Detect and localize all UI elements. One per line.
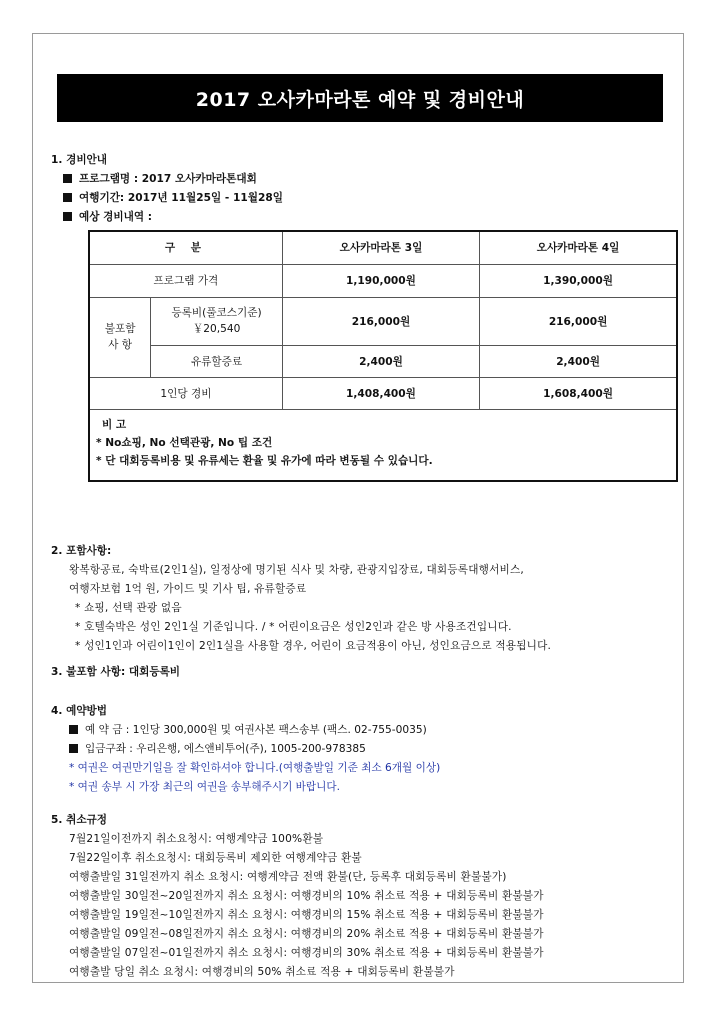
- section-5-line: 여행출발일 09일전~08일전까지 취소 요청시: 여행경비의 20% 취소료 적용 + 대회등록비 환불불가: [69, 928, 544, 940]
- cost-table: [88, 230, 678, 482]
- header-4day: 오사카마라톤 4일: [480, 231, 677, 264]
- excluded-label-text: 불포함 사 항: [104, 323, 136, 351]
- remarks-cell: [89, 409, 677, 481]
- section-2-line: * 쇼핑, 선택 관광 없음: [75, 602, 182, 614]
- section-5-line: 7월21일이전까지 취소요청시: 여행계약금 100%환불: [69, 833, 324, 845]
- section-4-note: * 여권은 여권만기일을 잘 확인하셔야 합니다.(여행출발일 기준 최소 6개월 이상): [69, 762, 441, 774]
- program-price-label: 프로그램 가격: [89, 264, 282, 297]
- header-category: 구 분: [89, 231, 282, 264]
- remarks-line: * No쇼핑, No 선택관광, No 팁 조건: [96, 436, 273, 449]
- registration-yen: ￥20,540: [192, 323, 241, 335]
- section-1-item: 프로그램명 : 2017 오사카마라톤대회: [51, 170, 671, 189]
- fuel-4day: 2,400원: [480, 345, 677, 377]
- square-bullet-icon: [63, 212, 72, 221]
- registration-label: [151, 297, 283, 345]
- fuel-3day: 2,400원: [282, 345, 479, 377]
- section-4-item: 예 약 금 : 1인당 300,000원 및 여권사본 팩스송부 (팩스. 02-755-0035): [51, 721, 671, 740]
- registration-4day: 216,000원: [480, 297, 677, 345]
- section-5-line: 여행출발일 31일전까지 취소 요청시: 여행계약금 전액 환불(단, 등록후 대회등록비 환불불가): [69, 871, 507, 883]
- registration-3day: 216,000원: [282, 297, 479, 345]
- square-bullet-icon: [69, 725, 78, 734]
- section-4-note: * 여권 송부 시 가장 최근의 여권을 송부해주시기 바랍니다.: [69, 781, 340, 793]
- section-5-line: 7월22일이후 취소요청시: 대회등록비 제외한 여행계약금 환불: [69, 852, 362, 864]
- per-person-3day: 1,408,400원: [282, 377, 479, 409]
- table-header-row: [89, 231, 677, 264]
- document-content: [51, 151, 671, 978]
- document-page: [32, 33, 684, 983]
- section-2-line: 여행자보험 1억 원, 가이드 및 기사 팁, 유류할증료: [69, 583, 307, 595]
- header-3day: 오사카마라톤 3일: [282, 231, 479, 264]
- table-row: [89, 264, 677, 297]
- section-3: [51, 663, 671, 682]
- program-price-3day: 1,190,000원: [282, 264, 479, 297]
- section-3-heading: 3. 불포함 사항: 대회등록비: [51, 666, 181, 678]
- square-bullet-icon: [69, 744, 78, 753]
- section-2-line: * 성인1인과 어린이1인이 2인1실을 사용할 경우, 어린이 요금적용이 아닌, 성인요금으로 적용됩니다.: [75, 640, 552, 652]
- section-5-line: 여행출발일 19일전~10일전까지 취소 요청시: 여행경비의 15% 취소료 적용 + 대회등록비 환불불가: [69, 909, 544, 921]
- per-person-label: 1인당 경비: [89, 377, 282, 409]
- excluded-label: [89, 297, 151, 377]
- section-2-line: 왕복항공료, 숙박료(2인1실), 일정상에 명기된 식사 및 차량, 관광지입장료, 대회등록대행서비스,: [69, 564, 524, 576]
- per-person-4day: 1,608,400원: [480, 377, 677, 409]
- registration-label-text: 등록비(풀코스기준): [171, 307, 262, 319]
- table-row: [89, 377, 677, 409]
- remarks-line: * 단 대회등록비용 및 유류세는 환율 및 유가에 따라 변동될 수 있습니다.: [96, 454, 433, 467]
- table-row: [89, 297, 677, 345]
- square-bullet-icon: [63, 193, 72, 202]
- section-5-heading: 5. 취소규정: [51, 814, 108, 826]
- square-bullet-icon: [63, 174, 72, 183]
- section-5-line: 여행출발일 30일전~20일전까지 취소 요청시: 여행경비의 10% 취소료 적용 + 대회등록비 환불불가: [69, 890, 544, 902]
- section-4-item: 입금구좌 : 우리은행, 에스앤비투어(주), 1005-200-978385: [51, 740, 671, 759]
- section-2-heading: 2. 포함사항:: [51, 545, 112, 557]
- fuel-label: 유류할증료: [151, 345, 283, 377]
- program-price-4day: 1,390,000원: [480, 264, 677, 297]
- table-row: [89, 345, 677, 377]
- section-5-line: 여행출발일 07일전~01일전까지 취소 요청시: 여행경비의 30% 취소료 적용 + 대회등록비 환불불가: [69, 947, 544, 959]
- section-1-item: 여행기간: 2017년 11월25일 - 11월28일: [51, 189, 671, 208]
- section-4-heading: 4. 예약방법: [51, 705, 108, 717]
- section-1-item: 예상 경비내역 :: [51, 208, 671, 227]
- section-5-line: 여행출발 당일 취소 요청시: 여행경비의 50% 취소료 적용 + 대회등록비 환불불가: [69, 966, 455, 978]
- section-2: [51, 542, 671, 656]
- section-1-heading: 1. 경비안내: [51, 154, 108, 166]
- document-title: 2017 오사카마라톤 예약 및 경비안내: [57, 74, 663, 122]
- table-remarks-row: [89, 409, 677, 481]
- section-5: [51, 811, 671, 982]
- remarks-title: 비 고: [102, 418, 127, 431]
- section-2-line: * 호텔숙박은 성인 2인1실 기준입니다. / * 어린이요금은 성인2인과 같은 방 사용조건입니다.: [75, 621, 512, 633]
- section-4: [51, 702, 671, 797]
